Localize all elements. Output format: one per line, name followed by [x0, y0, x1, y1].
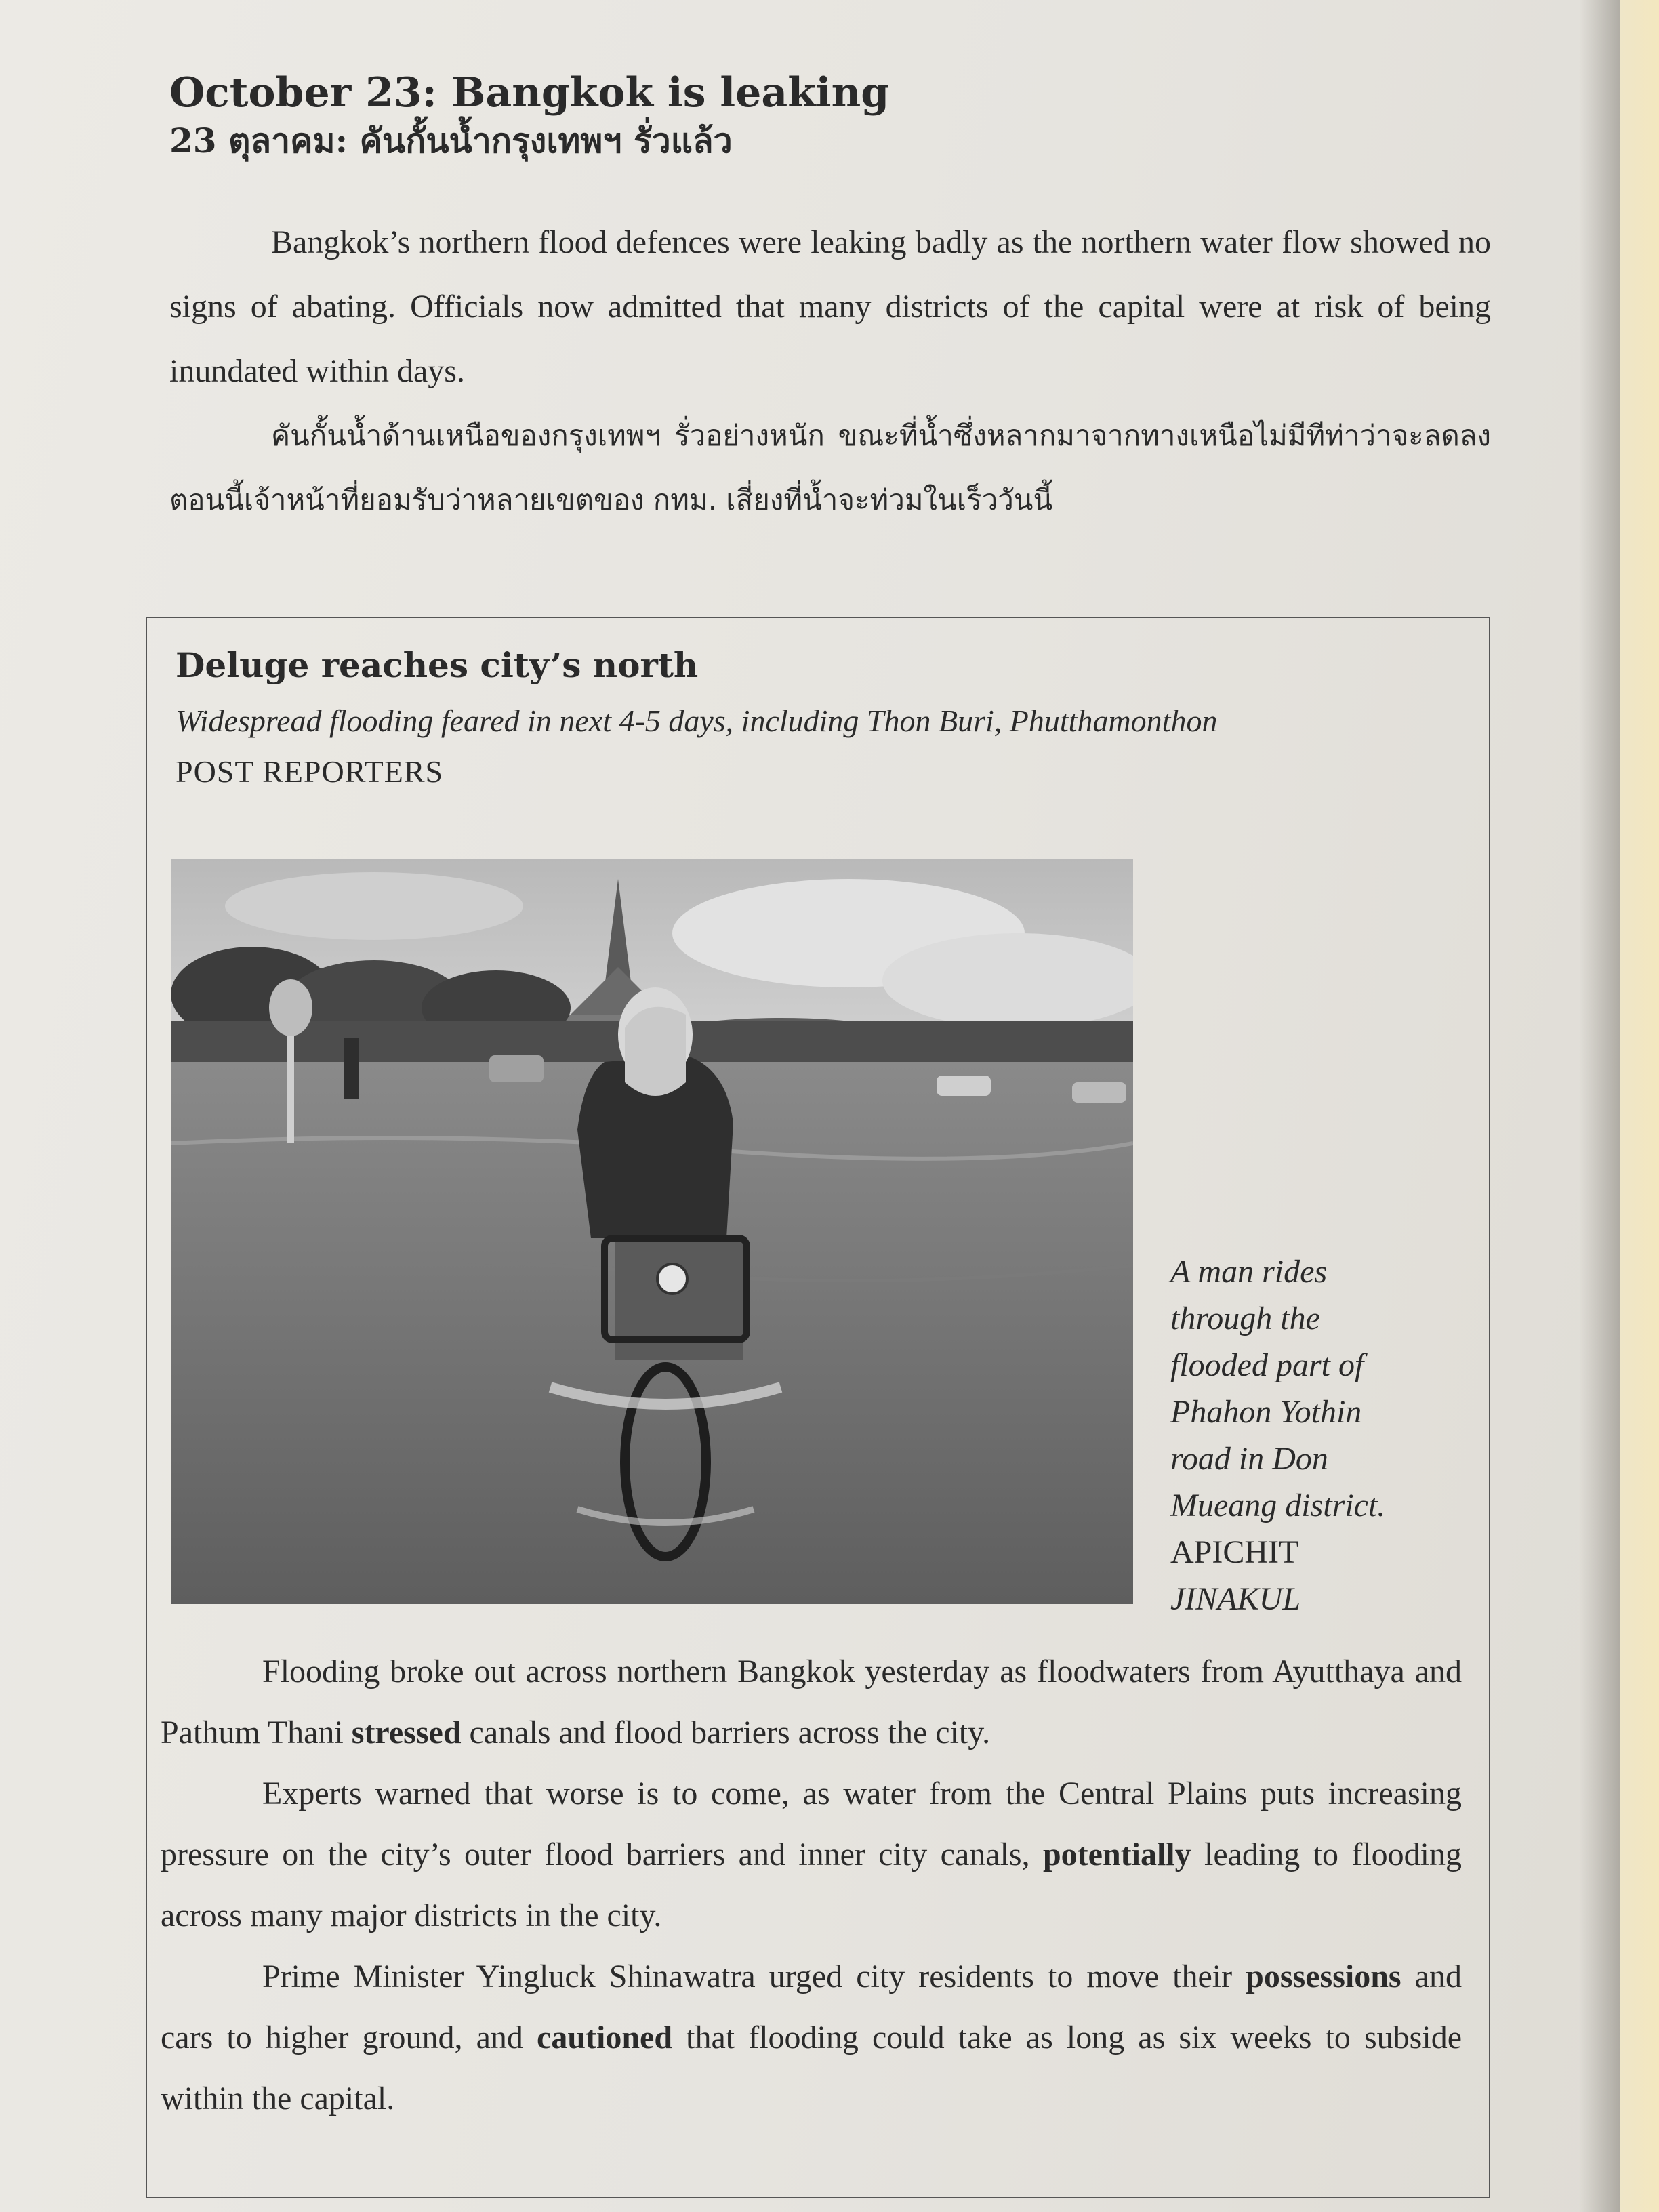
body-text: Experts warned that worse is to come, as water from the Central Plains puts increasing pressure on the city’s outer flood barriers and inner city canals,	[161, 1776, 1462, 1872]
news-clipping-box	[146, 617, 1490, 2198]
bold-term: possessions	[1246, 1959, 1401, 1994]
caption-line: flooded part of	[1170, 1347, 1364, 1383]
caption-line: Mueang district.	[1170, 1488, 1386, 1523]
caption-line: A man rides	[1170, 1254, 1328, 1290]
intro-paragraph: Bangkok’s northern flood defences were leaking badly as the northern water flow showed no signs of abating. Officials now admitted that many districts of the capital were at risk of being inundated within days.	[169, 224, 1491, 389]
flood-photo	[171, 859, 1133, 1604]
flood-photo-illustration	[171, 859, 1133, 1604]
article-title-thai: 23 ตุลาคม: คันกั้นน้ำกรุงเทพฯ รั่วแล้ว	[169, 121, 733, 161]
photo-credit: APICHIT	[1170, 1534, 1299, 1570]
article-header	[169, 68, 1491, 532]
clipping-headline: Deluge reaches city’s north	[176, 645, 699, 685]
clipping-byline: POST REPORTERS	[176, 754, 444, 789]
body-paragraph	[161, 1946, 1462, 2129]
body-paragraph	[161, 1763, 1462, 1946]
photo-caption	[1170, 1248, 1455, 1622]
caption-line: road in Don	[1170, 1441, 1328, 1477]
intro-paragraph-thai: คันกั้นน้ำด้านเหนือของกรุงเทพฯ รั่วอย่างหนัก ขณะที่น้ำซึ่งหลากมาจากทางเหนือไม่มีทีท่าว่าจะลดลง ตอนนี้เจ้าหน้าที่ยอมรับว่าหลายเขตของ กทม. เสี่ยงที่น้ำจะท่วมในเร็ววันนี้	[169, 419, 1491, 516]
article-title: October 23: Bangkok is leaking	[169, 69, 890, 117]
body-text: canals and flood barriers across the city.	[461, 1715, 991, 1750]
body-text: Flooding broke out across northern Bangkok yesterday as floodwaters from Ayutthaya and Pathum Thani	[161, 1654, 1462, 1750]
caption-line: Phahon Yothin	[1170, 1394, 1362, 1430]
clipping-body	[161, 1641, 1462, 2129]
bold-term: stressed	[351, 1715, 462, 1750]
body-text: Prime Minister Yingluck Shinawatra urged city residents to move their	[262, 1959, 1246, 1994]
caption-line: through the	[1170, 1300, 1320, 1336]
body-paragraph	[161, 1641, 1462, 1763]
bold-term: cautioned	[537, 2020, 673, 2055]
adjacent-page-edge	[1620, 0, 1659, 2212]
body-text: and cars to higher ground, and	[161, 1959, 1462, 2055]
body-text: that flooding could take as long as six weeks to subside within the capital.	[161, 2020, 1462, 2116]
photo-credit: JINAKUL	[1170, 1581, 1300, 1617]
bold-term: potentially	[1042, 1837, 1191, 1872]
body-text: leading to flooding across many major districts in the city.	[161, 1837, 1462, 1933]
clipping-deck: Widespread flooding feared in next 4-5 days, including Thon Buri, Phutthamonthon	[176, 703, 1218, 738]
